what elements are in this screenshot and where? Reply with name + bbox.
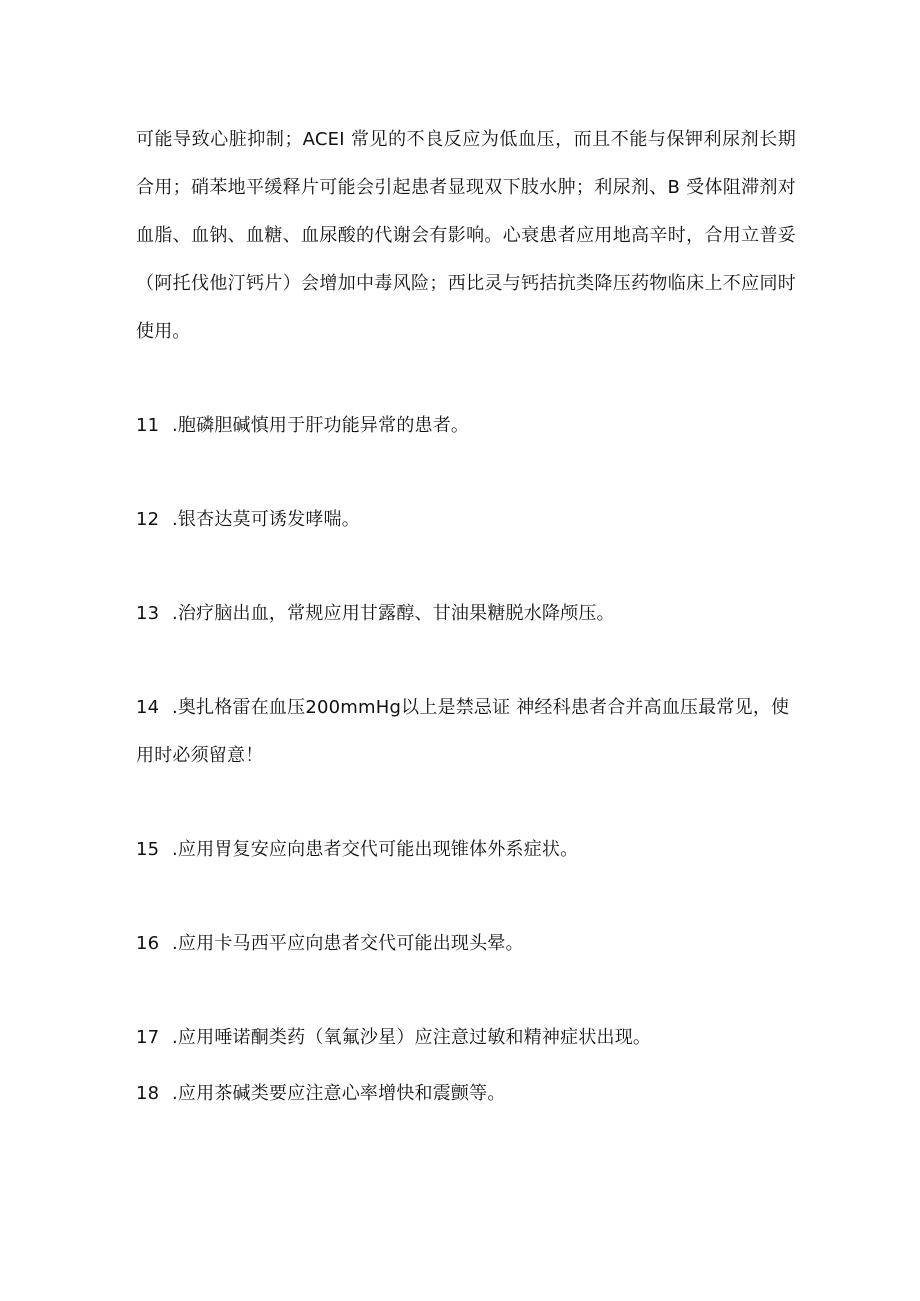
item-number: 15 [136, 839, 160, 860]
list-item-15 [136, 826, 796, 874]
item-number: 18 [136, 1083, 160, 1104]
item-number: 16 [136, 933, 160, 954]
item-text: .应用卡马西平应向患者交代可能出现头晕。 [172, 933, 524, 954]
list-item-16 [136, 920, 796, 968]
item-number: 11 [136, 415, 160, 436]
list-item-12 [136, 496, 796, 544]
document-content [136, 116, 796, 1118]
item-text: .银杏达莫可诱发哮喘。 [172, 509, 360, 530]
intro-paragraph: 可能导致心脏抑制；ACEI 常见的不良反应为低血压，而且不能与保钾利尿剂长期合用；硝苯地平缓释片可能会引起患者显现双下肢水肿；利尿剂、B 受体阻滞剂对血脂、血钠、血糖、血尿酸的代谢会有影响。心衰患者应用地高辛时，合用立普妥（阿托伐他汀钙片）会增加中毒风险；西比灵与钙拮抗类降压药物临床上不应同时使用。 [136, 129, 796, 342]
item-text: .应用唾诺酮类药（氧氟沙星）应注意过敏和精神症状出现。 [172, 1027, 652, 1048]
list-item-11 [136, 402, 796, 450]
item-number: 14 [136, 697, 160, 718]
list-item-17 [136, 1014, 796, 1062]
item-text: .治疗脑出血，常规应用甘露醇、甘油果糖脱水降颅压。 [172, 603, 615, 624]
item-text: .胞磷胆碱慎用于肝功能异常的患者。 [172, 415, 470, 436]
item-number: 12 [136, 509, 160, 530]
item-number: 13 [136, 603, 160, 624]
item-text: .应用胃复安应向患者交代可能出现锥体外系症状。 [172, 839, 579, 860]
item-text: .应用茶碱类要应注意心率增快和震颤等。 [172, 1083, 506, 1104]
list-item-14 [136, 684, 796, 780]
list-item-13 [136, 590, 796, 638]
list-item-18 [136, 1070, 796, 1118]
item-text: .奥扎格雷在血压200mmHg以上是禁忌证 神经科患者合并高血压最常见，使用时必须留意！ [136, 697, 790, 766]
item-number: 17 [136, 1027, 160, 1048]
